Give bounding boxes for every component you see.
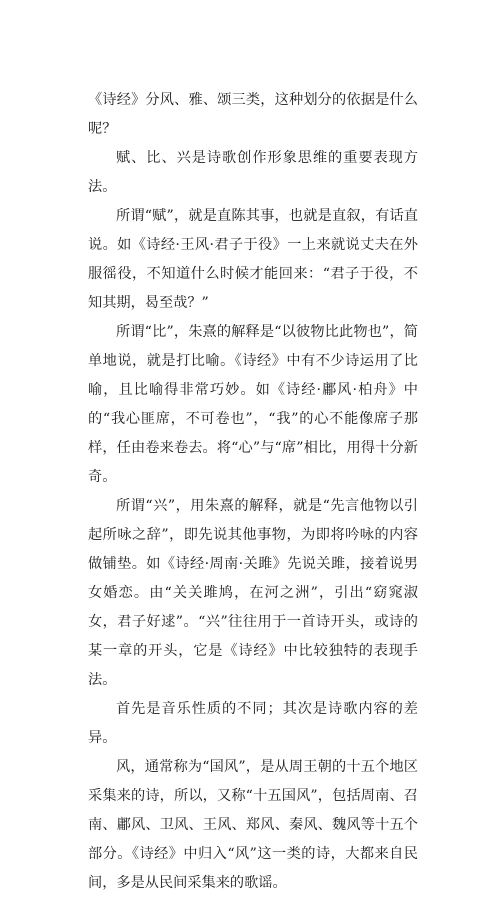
paragraph-fu: 所谓“赋”，就是直陈其事，也就是直叙，有话直说。如《诗经·王风·君子于役》一上来就说丈夫在外服徭役，不知道什么时候才能回来：“君子于役，不知其期，曷至哉？” xyxy=(88,208,418,311)
paragraph-differences: 首先是音乐性质的不同；其次是诗歌内容的差异。 xyxy=(88,701,418,746)
paragraph-bi: 所谓“比”，朱熹的解释是“以彼物比此物也”，简单地说，就是打比喻。《诗经》中有不少诗运用了比喻，且比喻得非常巧妙。如《诗经·鄘风·柏舟》中的“我心匪席，不可卷也”，“我”的心不能像席子那样，任由卷来卷去。将“心”与“席”相比，用得十分新奇。 xyxy=(88,324,418,485)
paragraph-feng: 风，通常称为“国风”，是从周王朝的十五个地区采集来的诗，所以，又称“十五国风”，包括周南、召南、鄘风、卫风、王风、郑风、秦风、魏风等十五个部分。《诗经》中归入“风”这一类的诗，大都来自民间，多是从民间采集来的歌谣。 xyxy=(88,759,418,891)
paragraph-question: 《诗经》分风、雅、颂三类，这种划分的依据是什么呢？ xyxy=(88,92,418,137)
paragraph-xing: 所谓“兴”，用朱熹的解释，就是“先言他物以引起所咏之辞”，即先说其他事物，为即将吟咏的内容做铺垫。如《诗经·周南·关雎》先说关雎，接着说男女婚恋。由“关关雎鸠，在河之洲”，引出“窈窕淑女，君子好逑”。“兴”往往用于一首诗开头，或诗的某一章的开头，它是《诗经》中比较独特的表现手法。 xyxy=(88,498,418,688)
paragraph-methods-intro: 赋、比、兴是诗歌创作形象思维的重要表现方法。 xyxy=(88,150,418,195)
document-body xyxy=(88,86,418,898)
